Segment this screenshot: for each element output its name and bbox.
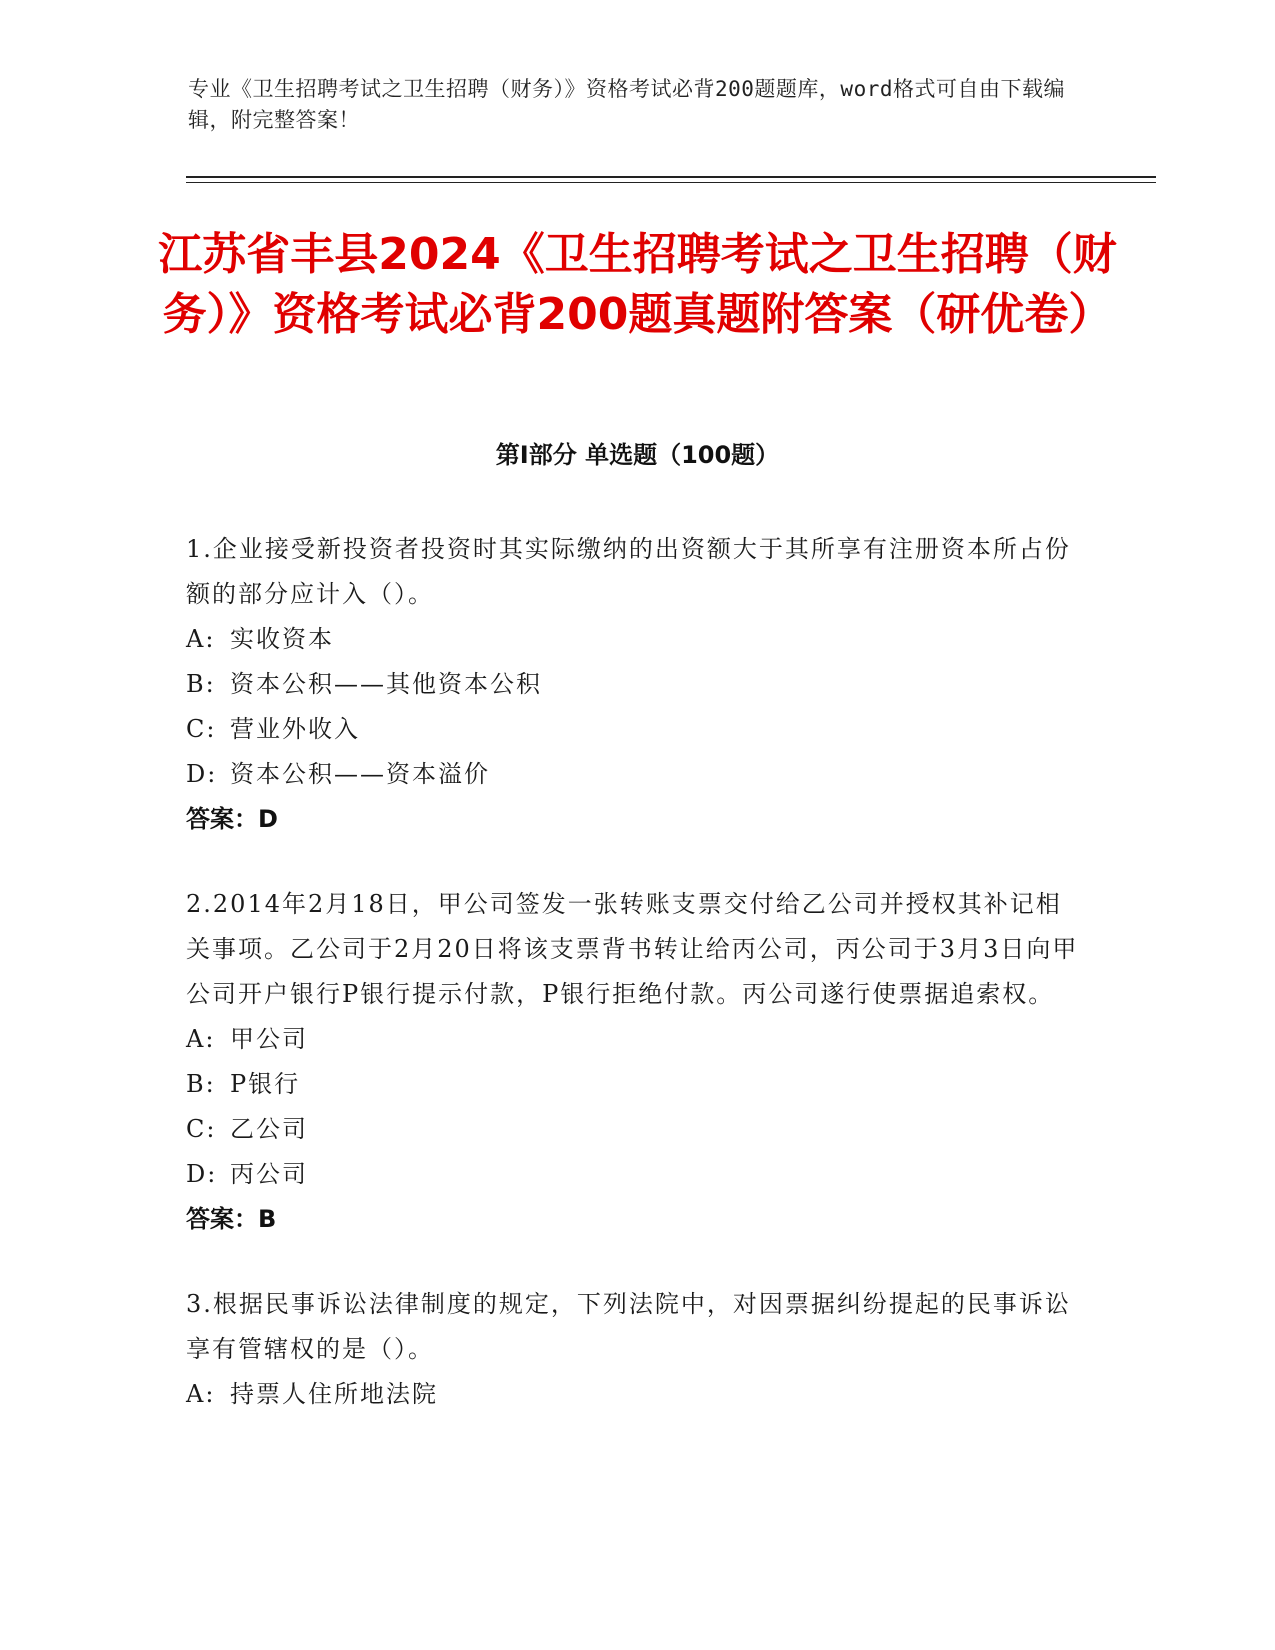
option-text: 营业外收入 <box>230 715 360 743</box>
question-list <box>186 527 1086 1457</box>
option-text: 持票人住所地法院 <box>230 1380 438 1408</box>
option-letter: C: <box>186 715 217 743</box>
option-c <box>186 707 1086 752</box>
option-letter: B: <box>186 670 216 698</box>
header-divider-thin <box>186 182 1156 183</box>
option-letter: A: <box>186 625 216 653</box>
option-text: 甲公司 <box>230 1025 308 1053</box>
option-d <box>186 752 1086 797</box>
header-note: 专业《卫生招聘考试之卫生招聘（财务）》资格考试必背200题题库，word格式可自由下载编辑，附完整答案！ <box>188 77 1065 132</box>
question-stem: 3.根据民事诉讼法律制度的规定，下列法院中，对因票据纠纷提起的民事诉讼享有管辖权的是（）。 <box>186 1290 1071 1363</box>
option-a <box>186 1372 1086 1417</box>
option-text: 资本公积——资本溢价 <box>230 760 490 788</box>
option-letter: A: <box>186 1025 216 1053</box>
section-title: 第I部分 单选题（100题） <box>495 441 780 469</box>
option-a <box>186 1017 1086 1062</box>
option-text: P银行 <box>230 1070 301 1098</box>
question-stem: 1.企业接受新投资者投资时其实际缴纳的出资额大于其所享有注册资本所占份额的部分应计入（）。 <box>186 535 1071 608</box>
option-letter: D: <box>186 760 218 788</box>
option-letter: A: <box>186 1380 216 1408</box>
option-d <box>186 1152 1086 1197</box>
question-3 <box>186 1282 1086 1417</box>
answer-line: 答案：B <box>186 1205 277 1233</box>
option-letter: B: <box>186 1070 216 1098</box>
option-b <box>186 1062 1086 1107</box>
answer-line: 答案：D <box>186 805 278 833</box>
option-text: 丙公司 <box>230 1160 308 1188</box>
option-a <box>186 617 1086 662</box>
question-stem: 2.2014年2月18日，甲公司签发一张转账支票交付给乙公司并授权其补记相关事项。乙公司于2月20日将该支票背书转让给丙公司，丙公司于3月3日向甲公司开户银行P银行提示付款，P银行拒绝付款。丙公司遂行使票据追索权。 <box>186 890 1079 1008</box>
option-letter: C: <box>186 1115 217 1143</box>
question-1 <box>186 527 1086 842</box>
option-letter: D: <box>186 1160 218 1188</box>
document-title: 江苏省丰县2024《卫生招聘考试之卫生招聘（财务）》资格考试必背200题真题附答案（研优卷） <box>158 229 1117 340</box>
option-c <box>186 1107 1086 1152</box>
question-2 <box>186 882 1086 1242</box>
option-text: 实收资本 <box>230 625 334 653</box>
option-text: 乙公司 <box>230 1115 308 1143</box>
header-divider-thick <box>186 176 1156 178</box>
option-b <box>186 662 1086 707</box>
option-text: 资本公积——其他资本公积 <box>230 670 542 698</box>
